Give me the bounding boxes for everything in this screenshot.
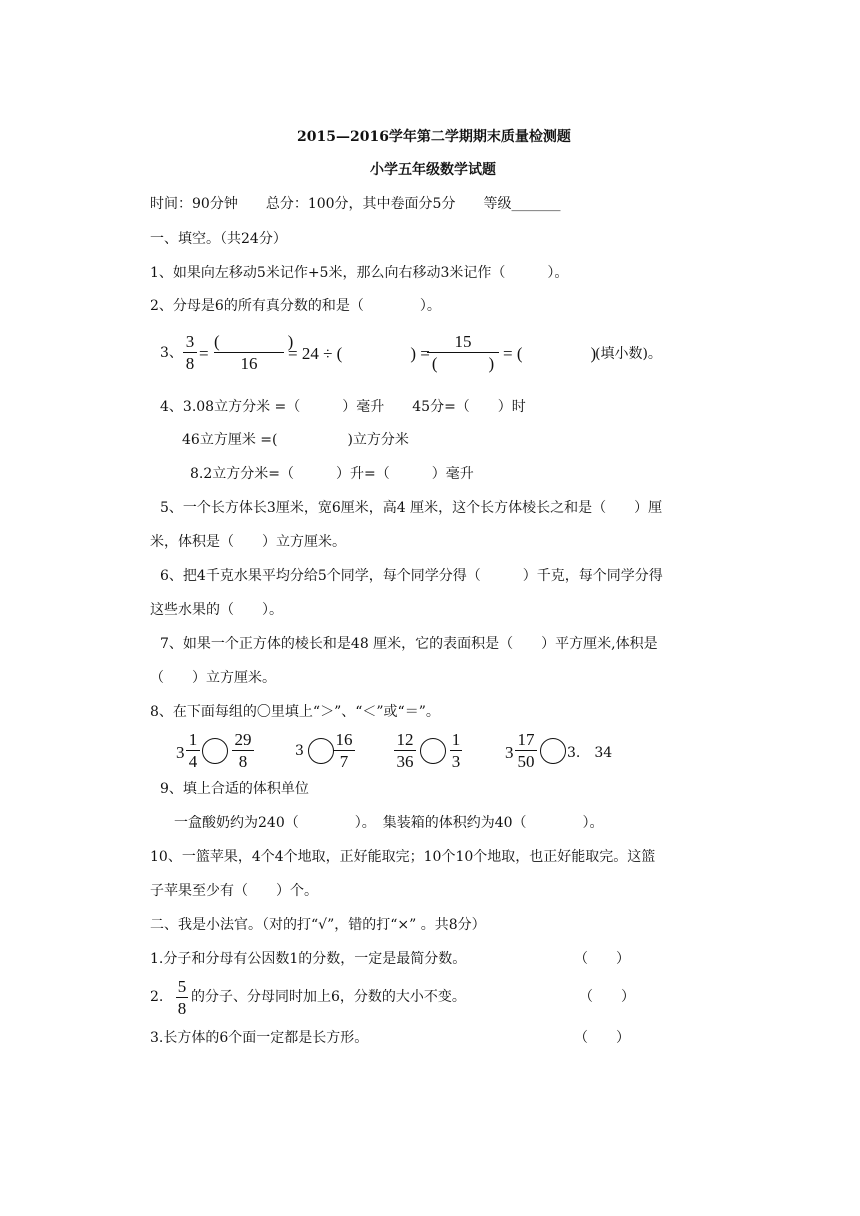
question-10a: 10、一篮苹果，4个4个地取，正好能取完；10个10个地取，也正好能取完。这篮 bbox=[150, 849, 656, 865]
fraction bbox=[333, 731, 355, 770]
question-5b: 米，体积是（ ）立方厘米。 bbox=[150, 534, 346, 550]
fraction-bar bbox=[450, 750, 462, 751]
judgment-3: 3.长方体的6个面一定都是长方形。 bbox=[150, 1030, 369, 1046]
section1-heading: 一、填空。（共24分） bbox=[150, 231, 287, 247]
mixed-whole: 3 bbox=[505, 743, 514, 762]
numerator: 12 bbox=[396, 730, 414, 749]
numerator: ( ) bbox=[214, 332, 294, 351]
fraction bbox=[186, 731, 200, 770]
fraction-bar bbox=[232, 750, 254, 751]
fraction bbox=[515, 731, 537, 770]
fraction-bar bbox=[214, 352, 284, 353]
fraction-bar bbox=[394, 750, 416, 751]
denominator: 16 bbox=[240, 354, 258, 373]
numerator: 29 bbox=[234, 730, 252, 749]
question-4b: 46立方厘米 =( )立方分米 bbox=[182, 432, 409, 448]
denominator: 50 bbox=[517, 752, 535, 771]
fraction-bar bbox=[333, 750, 355, 751]
denominator: 36 bbox=[396, 752, 414, 771]
exam-title: 2015—2016学年第二学期期末质量检测题 bbox=[297, 129, 571, 145]
exam-subtitle: 小学五年级数学试题 bbox=[370, 162, 496, 178]
question-6b: 这些水果的（ ）。 bbox=[150, 602, 283, 618]
fraction-3-8 bbox=[183, 333, 197, 372]
fraction bbox=[394, 731, 416, 770]
denominator: 7 bbox=[339, 752, 349, 771]
fraction-15-blank bbox=[427, 333, 499, 372]
fraction-bar bbox=[176, 997, 188, 998]
question-2: 2、分母是6的所有真分数的和是（ ）。 bbox=[150, 298, 441, 314]
division-expression: = 24 ÷ ( ) = bbox=[288, 344, 430, 363]
numerator: 16 bbox=[335, 730, 353, 749]
question-6a: 6、把4千克水果平均分给5个同学，每个同学分得（ ）千克，每个同学分得 bbox=[160, 568, 663, 584]
fraction bbox=[232, 731, 254, 770]
comparison-circle[interactable] bbox=[540, 738, 566, 764]
judgment-1: 1.分子和分母有公因数1的分数，一定是最简分数。 bbox=[150, 951, 467, 967]
fraction-bar bbox=[183, 352, 197, 353]
exam-info: 时间：90分钟 总分：100分，其中卷面分5分 等级_______ bbox=[150, 196, 561, 212]
judgment-1-blank[interactable]: （ ） bbox=[574, 951, 630, 967]
numerator: 15 bbox=[454, 332, 472, 351]
question-4c: 8.2立方分米=（ ）升=（ ）毫升 bbox=[190, 466, 474, 482]
judgment-2: 的分子、分母同时加上6，分数的大小不变。 bbox=[191, 989, 466, 1005]
fraction-bar bbox=[427, 352, 499, 353]
fraction-bar bbox=[186, 750, 200, 751]
denominator: 8 bbox=[177, 999, 187, 1018]
denominator: 8 bbox=[185, 354, 195, 373]
numerator: 3 bbox=[185, 332, 195, 351]
whole-number: 3 bbox=[295, 743, 304, 759]
comparison-circle[interactable] bbox=[420, 738, 446, 764]
fraction-blank-16 bbox=[214, 332, 294, 373]
denominator: ( ) bbox=[431, 354, 495, 373]
denominator: 3 bbox=[451, 752, 461, 771]
question-7a: 7、如果一个正方体的棱长和是48 厘米，它的表面积是（ ）平方厘米,体积是 bbox=[160, 636, 658, 652]
question-8: 8、在下面每组的〇里填上“＞”、“＜”或“＝”。 bbox=[150, 704, 440, 720]
section2-heading: 二、我是小法官。（对的打“√”，错的打“×” 。共8分） bbox=[150, 917, 486, 933]
numerator: 1 bbox=[188, 730, 198, 749]
numerator: 17 bbox=[517, 730, 535, 749]
judgment-3-blank[interactable]: （ ） bbox=[574, 1030, 630, 1046]
question-9a: 一盒酸奶约为240（ ）。 集装箱的体积约为40（ ）。 bbox=[174, 815, 604, 831]
denominator: 8 bbox=[238, 752, 248, 771]
fraction bbox=[450, 731, 462, 770]
equals-sign: = bbox=[199, 344, 209, 363]
numerator: 5 bbox=[177, 977, 187, 996]
comparison-circle[interactable] bbox=[202, 738, 228, 764]
question-1: 1、如果向左移动5米记作+5米，那么向右移动3米记作（ ）。 bbox=[150, 265, 569, 281]
question-9: 9、填上合适的体积单位 bbox=[160, 781, 309, 797]
decimal-note: (填小数)。 bbox=[595, 346, 662, 362]
numerator: 1 bbox=[451, 730, 461, 749]
judgment-2-blank[interactable]: （ ） bbox=[579, 989, 635, 1005]
question-7b: （ ）立方厘米。 bbox=[150, 670, 276, 686]
judgment-2-label: 2. bbox=[150, 989, 164, 1005]
decimal-blank: = ( ) bbox=[503, 344, 597, 363]
mixed-whole: 3 bbox=[176, 743, 185, 762]
denominator: 4 bbox=[188, 752, 198, 771]
fraction-bar bbox=[515, 750, 537, 751]
fraction-5-8 bbox=[176, 978, 188, 1017]
question-4a: 4、3.08立方分米 =（ ）毫升 45分=（ ）时 bbox=[160, 399, 526, 415]
decimal-number: 3. 34 bbox=[567, 745, 613, 761]
question-5a: 5、一个长方体长3厘米，宽6厘米，高4 厘米，这个长方体棱长之和是（ ）厘 bbox=[160, 500, 663, 516]
question-10b: 子苹果至少有（ ）个。 bbox=[150, 883, 318, 899]
question-3-label: 3、 bbox=[160, 345, 183, 361]
comparison-circle[interactable] bbox=[308, 738, 334, 764]
